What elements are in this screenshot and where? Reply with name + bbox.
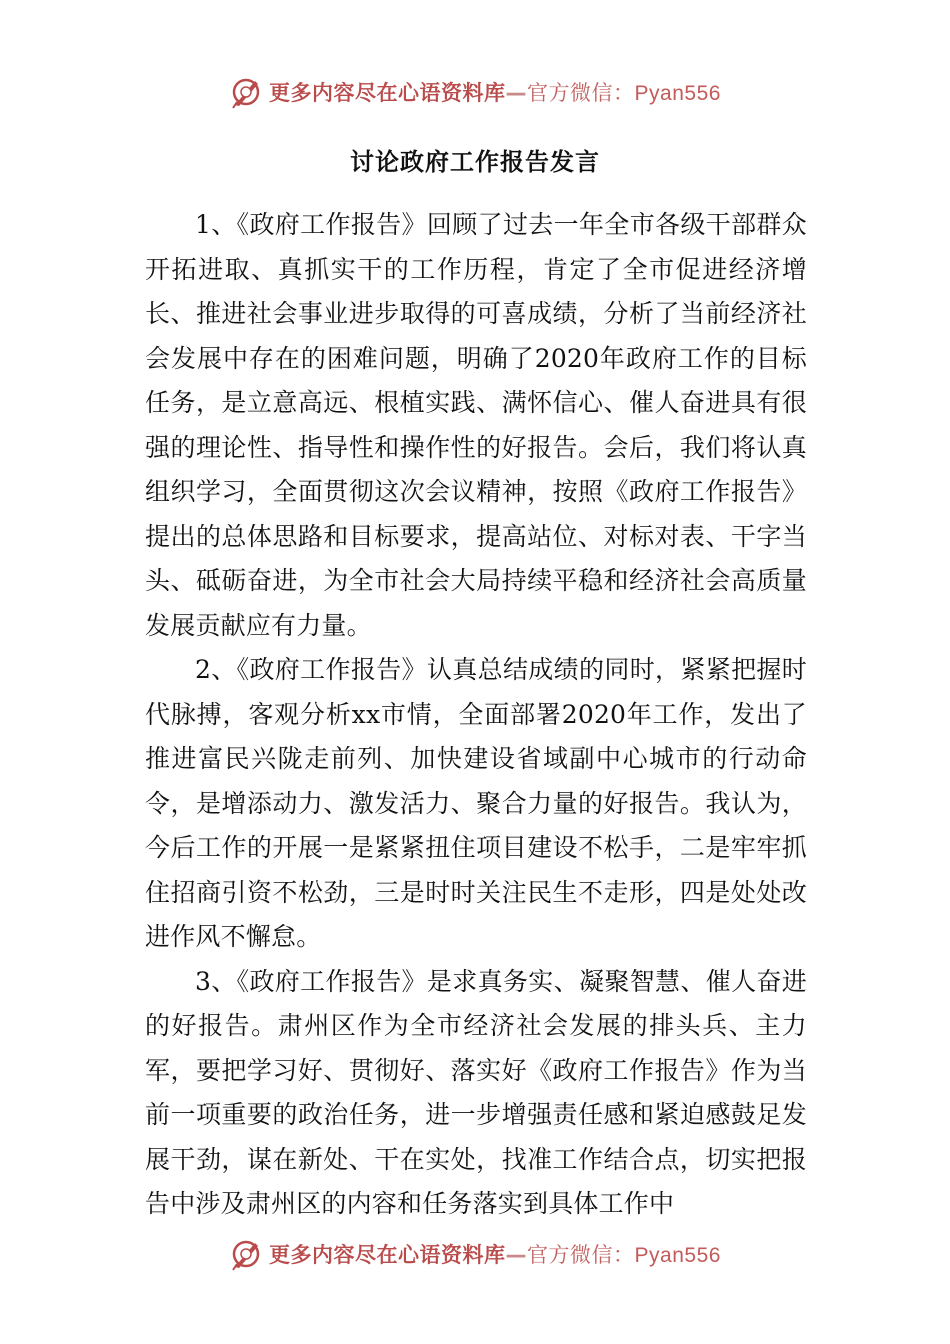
quill-logo-icon xyxy=(229,1237,263,1271)
watermark-label: 官方微信： xyxy=(527,81,635,105)
watermark-code: Pyan556 xyxy=(634,1244,721,1267)
watermark-main: 更多内容尽在心语资料库 xyxy=(269,1243,506,1267)
watermark-dash: — xyxy=(505,81,528,105)
watermark-main: 更多内容尽在心语资料库 xyxy=(269,81,506,105)
watermark-label: 官方微信： xyxy=(527,1243,635,1267)
paragraph-3: 3、《政府工作报告》是求真务实、凝聚智慧、催人奋进的好报告。肃州区作为全市经济社会发展的排头兵、主力军，要把学习好、贯彻好、落实好《政府工作报告》作为当前一项重要的政治任务，进一步增强责任感和紧迫感鼓足发展干劲，谋在新处、干在实处，找准工作结合点，切实把报告中涉及肃州区的内容和任务落实到具体工作中 xyxy=(145,966,807,1218)
paragraph-2: 2、《政府工作报告》认真总结成绩的同时，紧紧把握时代脉搏，客观分析xx市情，全面部署2020年工作，发出了推进富民兴陇走前列、加快建设省域副中心城市的行动命令，是增添动力、激发活力、聚合力量的好报告。我认为，今后工作的开展一是紧紧扭住项目建设不松手，二是牢牢抓住招商引资不松劲，三是时时关注民生不走形，四是处处改进作风不懈怠。 xyxy=(145,655,807,951)
watermark-text xyxy=(269,1239,721,1269)
paragraph-1: 1、《政府工作报告》回顾了过去一年全市各级干部群众开拓进取、真抓实干的工作历程，肯定了全市促进经济增长、推进社会事业进步取得的可喜成绩，分析了当前经济社会发展中存在的困难问题，明确了2020年政府工作的目标任务，是立意高远、根植实践、满怀信心、催人奋进具有很强的理论性、指导性和操作性的好报告。会后，我们将认真组织学习，全面贯彻这次会议精神，按照《政府工作报告》提出的总体思路和目标要求，提高站位、对标对表、干字当头、砥砺奋进，为全市社会大局持续平稳和经济社会高质量发展贡献应有力量。 xyxy=(145,210,807,640)
document-body xyxy=(145,203,807,1227)
watermark-code: Pyan556 xyxy=(634,82,721,105)
quill-logo-icon xyxy=(229,75,263,109)
document-title: 讨论政府工作报告发言 xyxy=(350,148,600,176)
watermark-text xyxy=(269,77,721,107)
watermark-header xyxy=(0,70,950,114)
watermark-dash: — xyxy=(505,1243,528,1267)
watermark-footer xyxy=(0,1232,950,1276)
